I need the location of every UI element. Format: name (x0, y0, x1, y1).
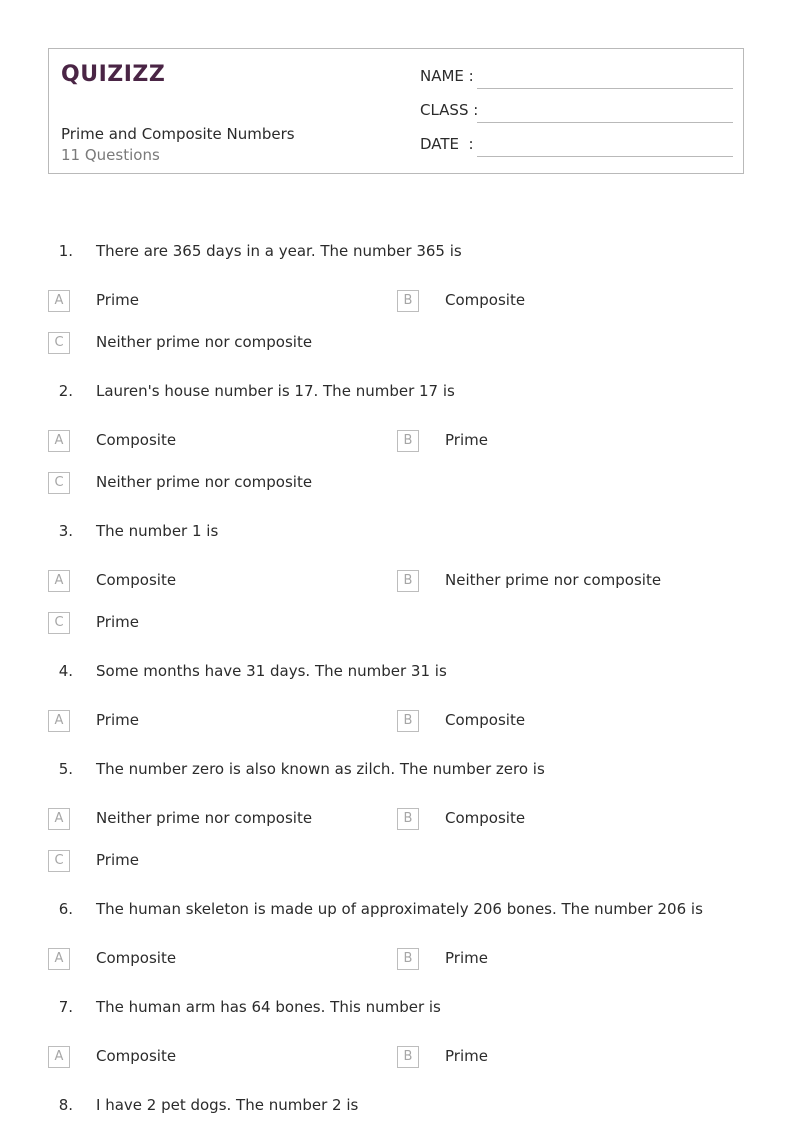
option-letter-box: A (48, 808, 70, 830)
option-b[interactable] (397, 570, 717, 594)
question-3 (48, 522, 748, 546)
option-a[interactable] (48, 430, 368, 454)
question-number: 3. (58, 522, 73, 540)
option-b[interactable] (397, 948, 717, 972)
date-line (477, 156, 733, 157)
option-text: Prime (96, 851, 139, 869)
question-text: I have 2 pet dogs. The number 2 is (96, 1096, 359, 1114)
class-label: CLASS : (420, 101, 479, 119)
option-letter-box: B (397, 1046, 419, 1068)
option-letter-box: B (397, 948, 419, 970)
question-text: The number 1 is (96, 522, 219, 540)
option-a[interactable] (48, 808, 368, 832)
question-number: 6. (58, 900, 73, 918)
option-a[interactable] (48, 290, 368, 314)
question-text: Lauren's house number is 17. The number 17 is (96, 382, 455, 400)
question-7 (48, 998, 748, 1022)
question-text: The human arm has 64 bones. This number is (96, 998, 441, 1016)
question-number: 8. (58, 1096, 73, 1114)
quizizz-logo: QUIZIZZ (61, 62, 166, 87)
option-text: Prime (445, 949, 488, 967)
question-count: 11 Questions (61, 146, 160, 164)
question-2 (48, 382, 748, 406)
date-field[interactable] (420, 135, 733, 157)
option-text: Composite (96, 949, 177, 967)
class-line (477, 122, 733, 123)
option-b[interactable] (397, 808, 717, 832)
option-text: Composite (445, 711, 526, 729)
question-text: The human skeleton is made up of approximately 206 bones. The number 206 is (96, 900, 703, 918)
option-letter-box: B (397, 290, 419, 312)
option-letter-box: B (397, 570, 419, 592)
option-text: Neither prime nor composite (96, 809, 313, 827)
name-field[interactable] (420, 67, 733, 89)
option-text: Composite (445, 291, 526, 309)
option-a[interactable] (48, 710, 368, 734)
option-b[interactable] (397, 290, 717, 314)
option-letter-box: A (48, 290, 70, 312)
option-c[interactable] (48, 332, 368, 356)
name-line (477, 88, 733, 89)
option-letter-box: C (48, 850, 70, 872)
option-text: Neither prime nor composite (96, 333, 313, 351)
question-text: Some months have 31 days. The number 31 is (96, 662, 447, 680)
question-number: 1. (58, 242, 73, 260)
question-number: 5. (58, 760, 73, 778)
option-text: Prime (96, 613, 139, 631)
question-1 (48, 242, 748, 266)
date-label: DATE : (420, 135, 474, 153)
option-text: Neither prime nor composite (445, 571, 662, 589)
option-a[interactable] (48, 570, 368, 594)
option-c[interactable] (48, 850, 368, 874)
question-number: 7. (58, 998, 73, 1016)
option-letter-box: C (48, 612, 70, 634)
question-text: The number zero is also known as zilch. The number zero is (96, 760, 545, 778)
option-letter-box: B (397, 808, 419, 830)
question-number: 4. (58, 662, 73, 680)
option-b[interactable] (397, 1046, 717, 1070)
option-c[interactable] (48, 612, 368, 636)
class-field[interactable] (420, 101, 733, 123)
option-letter-box: A (48, 710, 70, 732)
option-text: Composite (96, 571, 177, 589)
question-text: There are 365 days in a year. The number 365 is (96, 242, 462, 260)
name-label: NAME : (420, 67, 474, 85)
question-number: 2. (58, 382, 73, 400)
question-4 (48, 662, 748, 686)
question-8 (48, 1096, 748, 1120)
option-letter-box: C (48, 472, 70, 494)
option-c[interactable] (48, 472, 368, 496)
worksheet-title: Prime and Composite Numbers (61, 125, 295, 143)
option-letter-box: A (48, 1046, 70, 1068)
option-letter-box: A (48, 570, 70, 592)
option-letter-box: B (397, 430, 419, 452)
worksheet-header (48, 48, 744, 174)
option-text: Prime (445, 1047, 488, 1065)
option-letter-box: A (48, 430, 70, 452)
option-text: Composite (96, 1047, 177, 1065)
option-a[interactable] (48, 1046, 368, 1070)
option-b[interactable] (397, 710, 717, 734)
question-6 (48, 900, 748, 924)
option-letter-box: C (48, 332, 70, 354)
question-5 (48, 760, 748, 784)
option-letter-box: B (397, 710, 419, 732)
option-a[interactable] (48, 948, 368, 972)
option-text: Composite (445, 809, 526, 827)
option-text: Prime (96, 711, 139, 729)
option-letter-box: A (48, 948, 70, 970)
option-text: Prime (96, 291, 139, 309)
option-text: Neither prime nor composite (96, 473, 313, 491)
option-b[interactable] (397, 430, 717, 454)
option-text: Prime (445, 431, 488, 449)
option-text: Composite (96, 431, 177, 449)
